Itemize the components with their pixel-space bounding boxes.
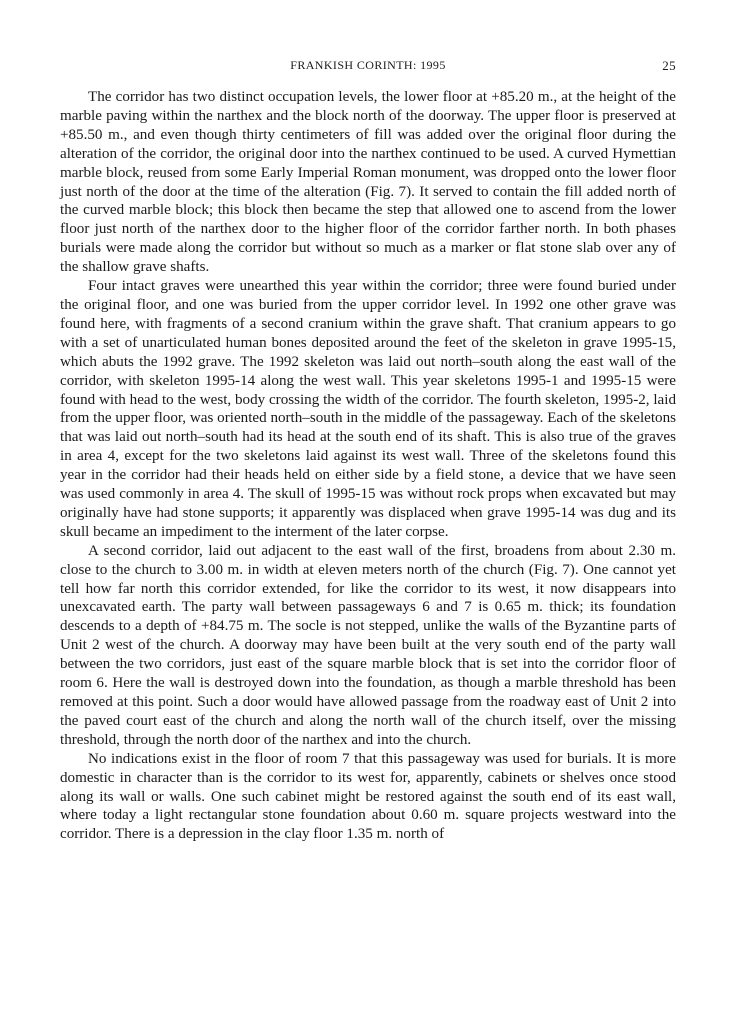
paragraph: Four intact graves were unearthed this year within the corridor; three were found buried under the original floor, and one was buried from the upper corridor level. In 1992 one other grave was found here, with fragments of a second cranium within the grave shaft. That cranium appears to go with a set of unarticulated human bones deposited around the feet of the skeleton in grave 1995-15, which abuts the 1992 grave. The 1992 skeleton was laid out north–south along the east wall of the corridor, with skeleton 1995-14 along the west wall. This year skeletons 1995-1 and 1995-15 were found with head to the west, body crossing the width of the corridor. The fourth skeleton, 1995-2, laid from the upper floor, was oriented north–south in the middle of the passageway. Each of the skeletons that was laid out north–south had its head at the south end of its shaft. This is also true of the graves in area 4, except for the two skeletons laid against its west wall. Three of the skeletons found this year in the corridor had their heads held on either side by a field stone, a device that we have seen was used commonly in area 4. The skull of 1995-15 was without rock props when excavated but may originally have had stone supports; it apparently was displaced when grave 1995-14 was dug and its skull became an impediment to the interment of the later corpse. <box>60 278 676 540</box>
paragraph: No indications exist in the floor of room 7 that this passageway was used for burials. It is more domestic in character than is the corridor to its west for, apparently, cabinets or shelves once stood along its wall or walls. One such cabinet might be restored against the south end of its east wall, where today a light rectangular stone foundation about 0.60 m. square projects westward into the corridor. There is a depression in the clay floor 1.35 m. north of <box>60 750 676 843</box>
paragraph: A second corridor, laid out adjacent to the east wall of the first, broadens from about 2.30 m. close to the church to 3.00 m. in width at eleven meters north of the church (Fig. 7). One cannot yet tell how far north this corridor extended, for like the corridor to its west, it now disappears into unexcavated earth. The party wall between passageways 6 and 7 is 0.65 m. thick; its foundation descends to a depth of +84.75 m. The socle is not stepped, unlike the walls of the Byzantine parts of Unit 2 west of the church. A doorway may have been built at the very south end of the party wall between the two corridors, just east of the square marble block that is set into the corridor floor of room 6. Here the wall is destroyed down into the foundation, as though a marble threshold has been removed at this point. Such a door would have allowed passage from the roadway east of Unit 2 into the paved court east of the church and along the north wall of the church itself, over the missing threshold, through the north door of the narthex and into the church. <box>60 542 676 748</box>
page-number: 25 <box>662 58 676 73</box>
page <box>60 58 676 844</box>
paragraph: The corridor has two distinct occupation levels, the lower floor at +85.20 m., at the height of the marble paving within the narthex and the block north of the doorway. The upper floor is preserved at +85.50 m., and even though thirty centimeters of fill was added over the original floor during the alteration of the corridor, the original door into the narthex continued to be used. A curved Hymettian marble block, reused from some Early Imperial Roman monument, was dropped onto the lower floor just north of the door at the time of the alteration (Fig. 7). It served to contain the fill added north of the curved marble block; this block then became the step that allowed one to ascend from the lower floor just north of the narthex door to the higher floor of the corridor farther north. In both phases burials were made along the corridor but without so much as a marker or flat stone slab over any of the shallow grave shafts. <box>60 89 676 276</box>
body-text <box>60 88 676 844</box>
running-head <box>60 58 676 78</box>
running-title: FRANKISH CORINTH: 1995 <box>290 58 446 72</box>
